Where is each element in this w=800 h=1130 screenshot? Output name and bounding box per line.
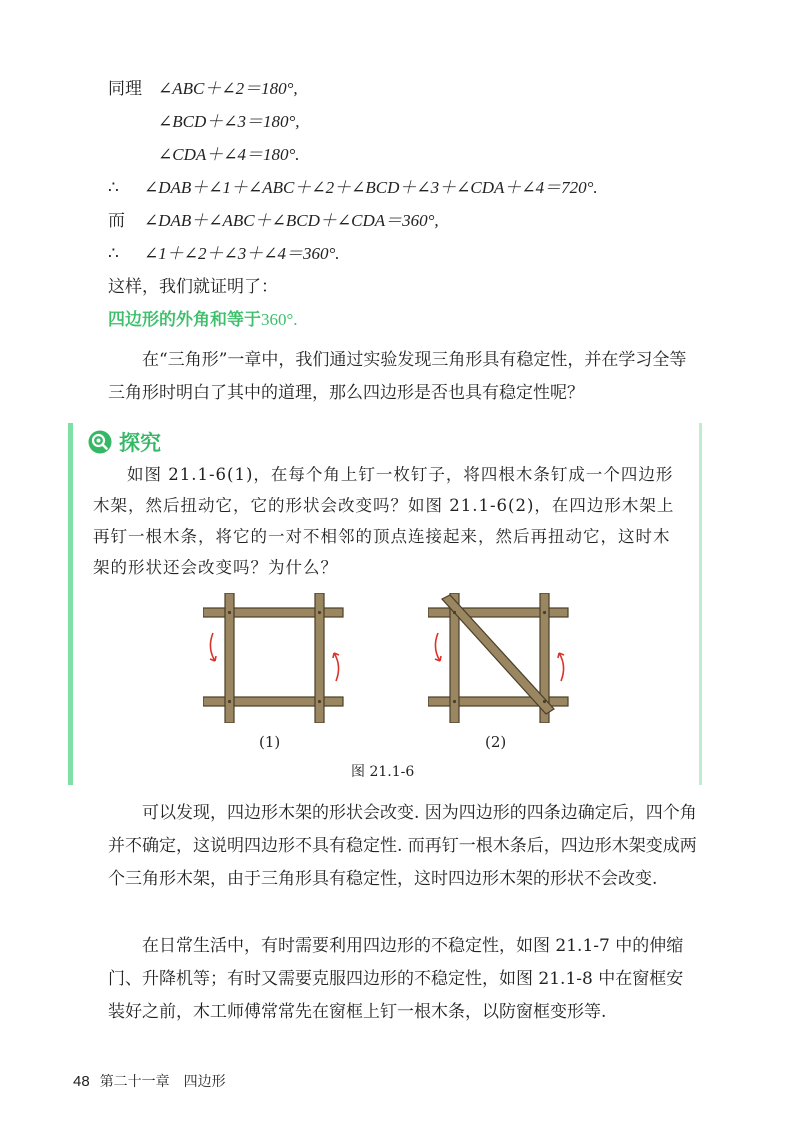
theorem-text: 四边形的外角和等于: [108, 310, 261, 330]
figure-1-label: (1): [259, 733, 281, 751]
proof-expression: ∠CDA＋∠4＝180°.: [158, 145, 300, 164]
chapter-title: 第二十一章 四边形: [99, 1074, 226, 1090]
page-footer: [73, 1071, 226, 1091]
proof-line-5: [108, 210, 439, 232]
intro-paragraph: 在“三角形”一章中，我们通过实验发现三角形具有稳定性，并在学习全等三角形时明白了其中的道理，那么四边形是否也具有稳定性呢？: [108, 350, 687, 403]
figure-1-wooden-quadrilateral: [203, 593, 353, 723]
proof-line-3: [158, 144, 300, 166]
proof-line-4: [108, 177, 598, 199]
proof-expression: ∠1＋∠2＋∠3＋∠4＝360°.: [144, 244, 340, 263]
proof-expression: ∠BCD＋∠3＝180°,: [158, 112, 300, 131]
figure-2-label: (2): [485, 733, 507, 751]
proof-expression: ∠DAB＋∠1＋∠ABC＋∠2＋∠BCD＋∠3＋∠CDA＋∠4＝720°.: [144, 178, 598, 197]
proof-lead: ∴: [108, 178, 119, 198]
proof-expression: ∠DAB＋∠ABC＋∠BCD＋∠CDA＝360°,: [144, 211, 439, 230]
figure-2-braced-quadrilateral: [428, 593, 578, 723]
theorem-statement: [108, 309, 298, 331]
explore-text: [93, 459, 683, 583]
explore-question: 如图 21.1-6(1)，在每个角上钉一枚钉子，将四根木条钉成一个四边形木架，然后扭动它，它的形状会改变吗？如图 21.1-6(2)，在四边形木架上再钉一根木条，将它的一对不相邻的顶点连接起来，然后再扭动它，这时木架的形状还会改变吗？为什么？: [93, 465, 675, 577]
proof-conclusion-intro: 这样，我们就证明了：: [108, 277, 278, 297]
explore-header: [87, 427, 161, 457]
proof-expression: ∠ABC＋∠2＝180°,: [158, 79, 298, 98]
proof-lead: 同理: [108, 79, 142, 99]
proof-lead: 而: [108, 211, 125, 231]
proof-line-1: [108, 78, 298, 100]
paragraph-conclusion: 可以发现，四边形木架的形状会改变. 因为四边形的四条边确定后，四个角并不确定，这说明四边形不具有稳定性. 而再钉一根木条后，四边形木架变成两个三角形木架，由于三角形具有稳定性，这时四边形木架的形状不会改变.: [108, 803, 697, 889]
theorem-value: 360°.: [261, 310, 298, 329]
proof-lead: ∴: [108, 244, 119, 264]
figure-caption: 图 21.1-6: [351, 764, 415, 780]
explore-box: [68, 423, 702, 785]
page-number: 48: [73, 1073, 90, 1090]
explore-title: 探究: [119, 431, 161, 455]
proof-line-6: [108, 243, 340, 265]
paragraph-applications: 在日常生活中，有时需要利用四边形的不稳定性，如图 21.1-7 中的伸缩门、升降机等；有时又需要克服四边形的不稳定性，如图 21.1-8 中在窗框安装好之前，木工师傅常常先在窗框上钉一根木条，以防窗框变形等.: [108, 936, 684, 1022]
explore-magnifier-icon: [87, 429, 113, 455]
proof-line-2: [158, 111, 300, 133]
